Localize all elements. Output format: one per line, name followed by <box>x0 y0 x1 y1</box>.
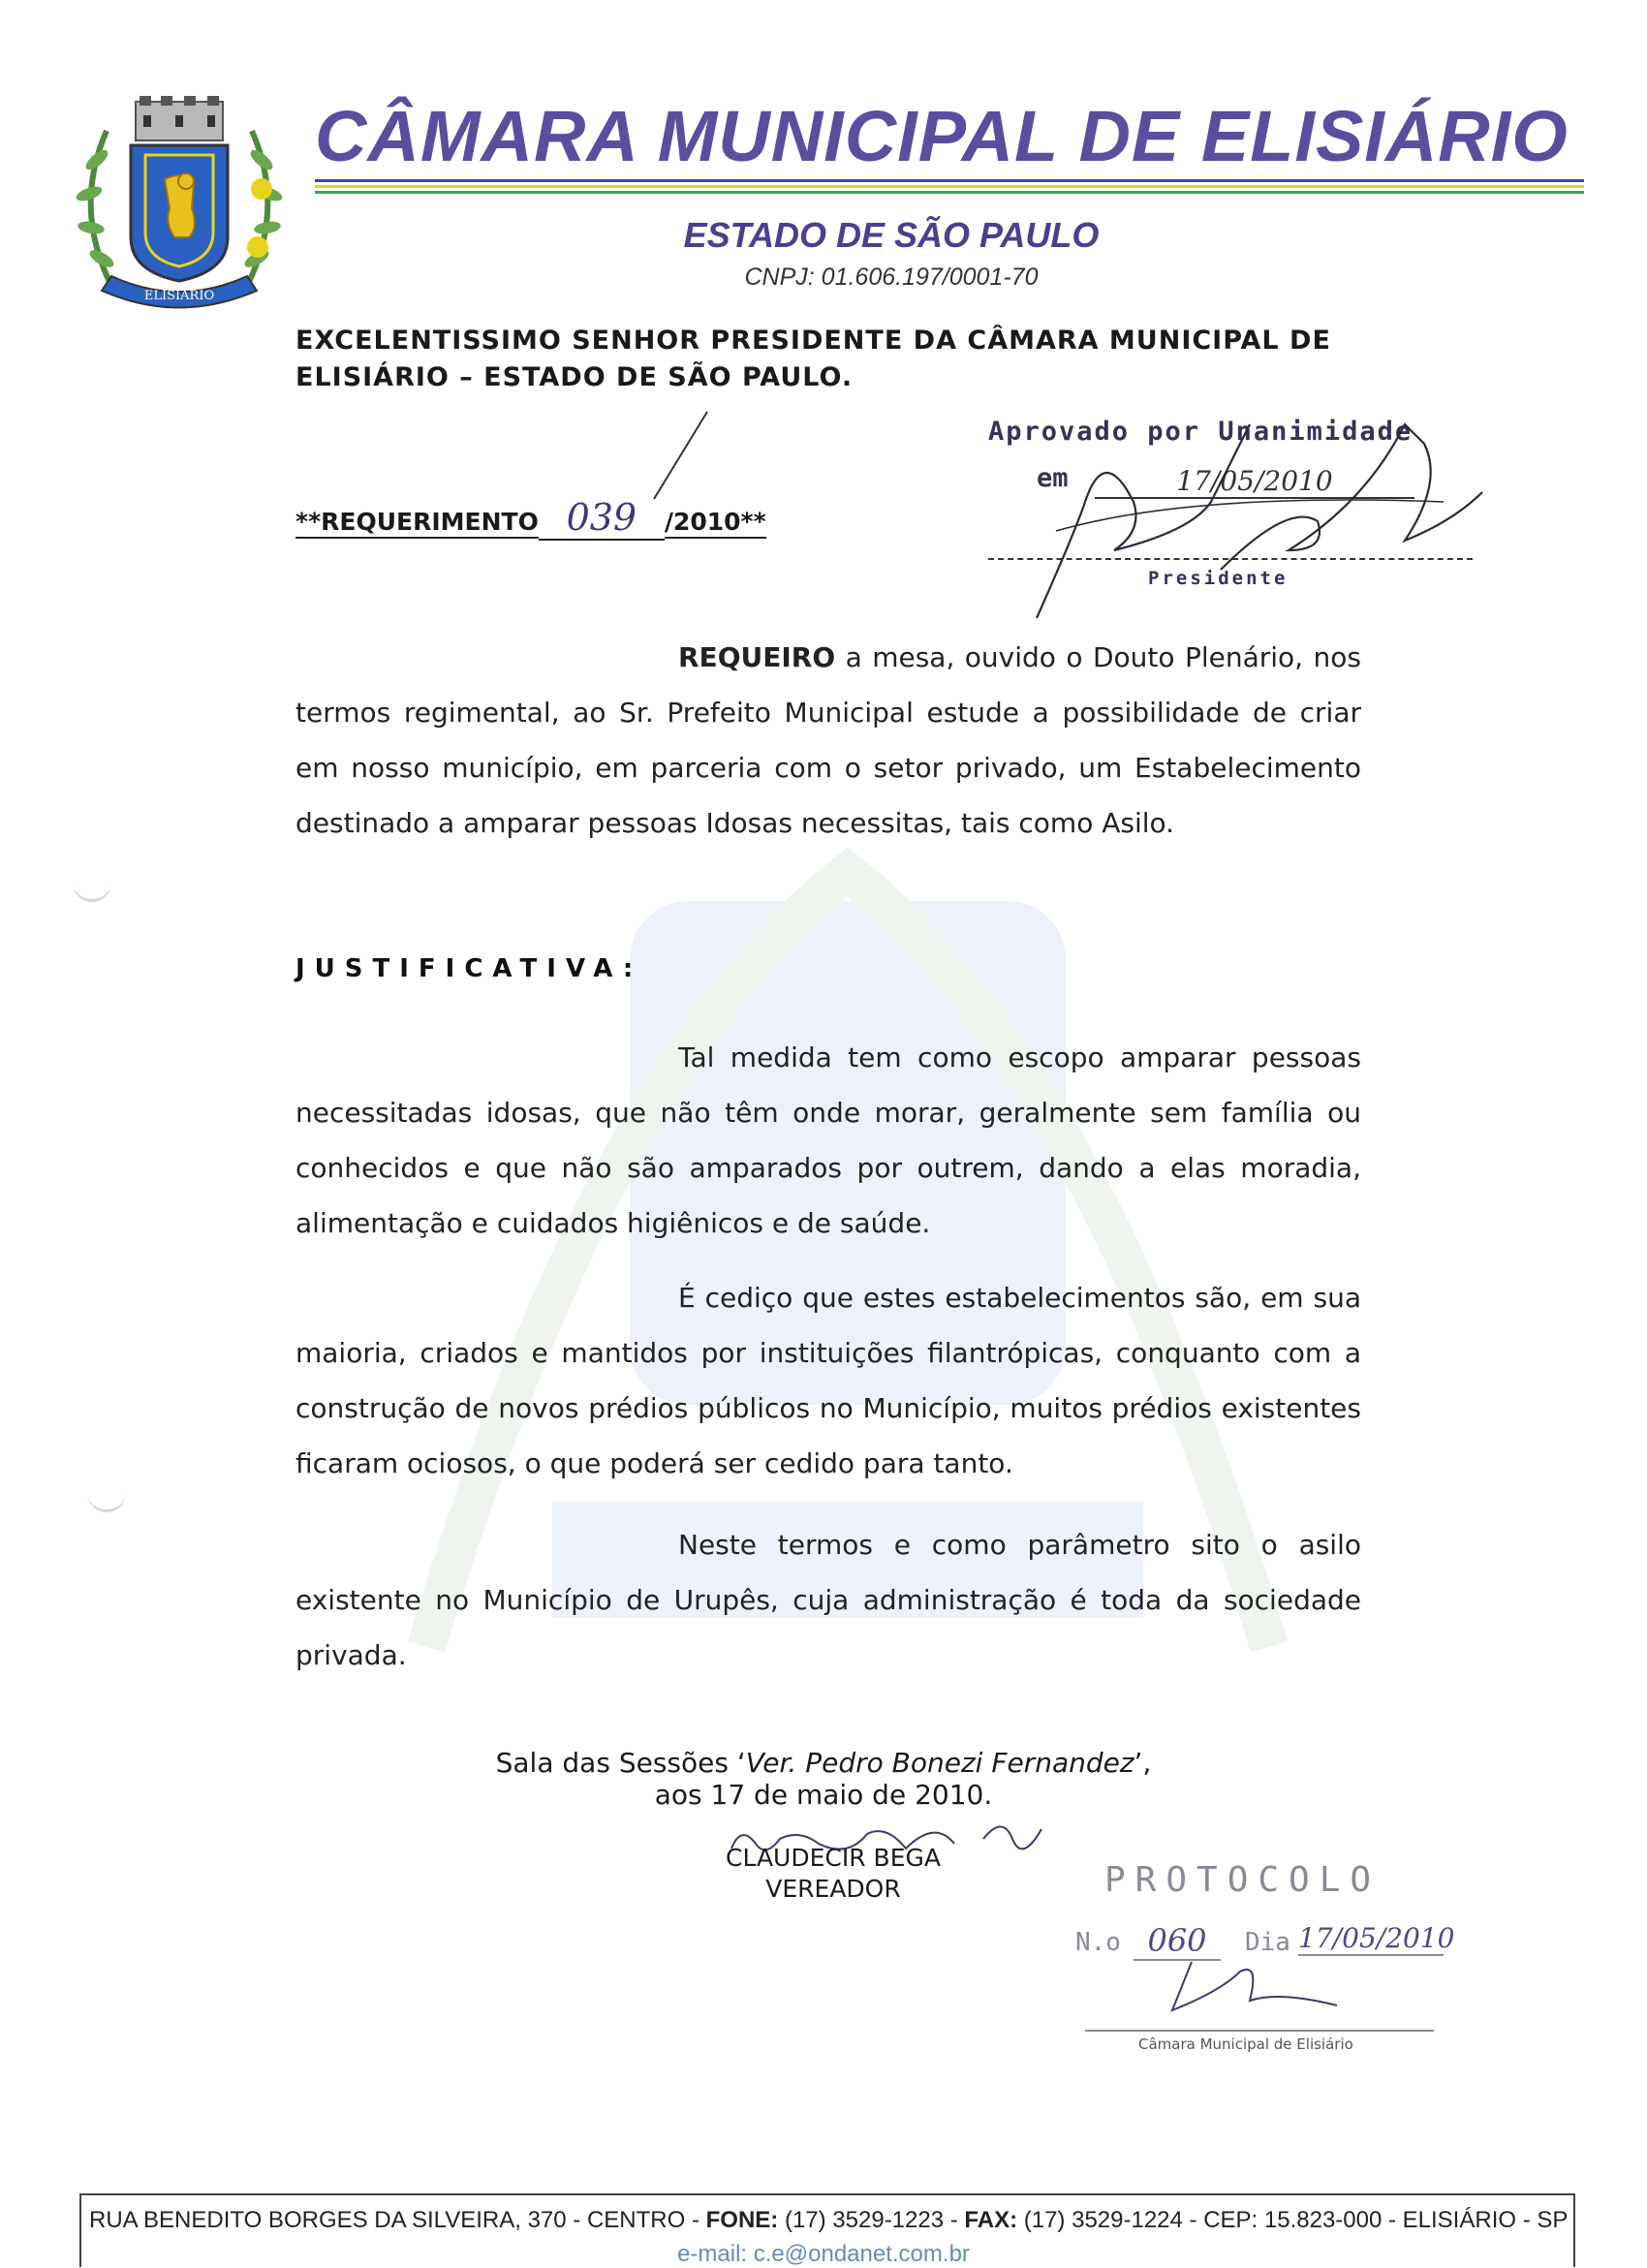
protocol-date-label: Dia <box>1245 1928 1290 1957</box>
protocol-issuer: Câmara Municipal de Elisiário <box>1138 2035 1353 2053</box>
approval-stamp-em: em <box>1037 463 1069 493</box>
header-rule-green <box>315 191 1584 194</box>
header-rule-yellow <box>315 185 1584 188</box>
request-paragraph <box>295 630 1361 851</box>
approval-stamp-text: Aprovado por Unanimidade <box>988 417 1414 447</box>
justification-paragraph-1: Tal medida tem como escopo amparar pessoas necessitadas idosas, que não têm onde morar, geralmente sem família ou conhecidos e que não são amparados por outrem, dando a elas moradia, alimentação e cuidados higiênicos e de saúde. <box>295 1041 1361 1239</box>
president-signature <box>998 386 1502 637</box>
protocol-number: 060 <box>1134 1922 1221 1961</box>
footer-fax-cep: (17) 3529-1224 - CEP: 15.823-000 - ELISIÁRIO - SP <box>1017 2207 1569 2233</box>
justification-paragraph-3: Neste termos e como parâmetro sito o asilo existente no Município de Urupês, cuja administração é toda da sociedade privada. <box>295 1529 1361 1671</box>
protocol-number-label: N.o <box>1075 1928 1121 1957</box>
request-text: a mesa, ouvido o Douto Plenário, nos termos regimental, ao Sr. Prefeito Municipal estude a possibilidade de criar em nosso município, em parceria com o setor privado, um Estabelecimento destinado a amparar pessoas Idosas necessitas, tais como Asilo. <box>295 641 1361 839</box>
requerimento-number: 039 <box>539 496 665 541</box>
punch-hole-mark <box>73 882 111 902</box>
approval-stamp-date: 17/05/2010 <box>1095 465 1414 499</box>
signer-role: VEREADOR <box>765 1875 901 1903</box>
protocol-title: PROTOCOLO <box>1104 1860 1382 1900</box>
punch-hole-mark <box>87 1492 126 1512</box>
justificativa-heading: JUSTIFICATIVA: <box>295 954 643 983</box>
request-lead: REQUEIRO <box>678 641 836 673</box>
footer-email: e-mail: c.e@ondanet.com.br <box>677 2241 970 2267</box>
requerimento-prefix: **REQUERIMENTO <box>295 508 539 539</box>
protocol-signature-line <box>1085 2030 1434 2032</box>
session-room-line: Sala das Sessões ‘Ver. Pedro Bonezi Fernandez’, <box>495 1747 1152 1779</box>
addressee-line-1: EXCELENTISSIMO SENHOR PRESIDENTE DA CÂMARA MUNICIPAL DE <box>295 326 1331 356</box>
state-subtitle: ESTADO DE SÃO PAULO <box>683 215 1100 255</box>
pen-tick-mark <box>639 407 717 504</box>
protocol-signature <box>1163 1952 1356 2030</box>
signer-name: CLAUDECIR BEGA <box>726 1844 941 1872</box>
footer-phone: (17) 3529-1223 - <box>778 2207 965 2233</box>
closing-date: aos 17 de maio de 2010. <box>654 1779 993 1811</box>
cnpj-line: CNPJ: 01.606.197/0001-70 <box>744 264 1039 291</box>
footer-address: RUA BENEDITO BORGES DA SILVEIRA, 370 - CENTRO - FONE: (17) 3529-1223 - FAX: (17) 3529-1224 - CEP: 15.823-000 - ELISIÁRIO - SP <box>89 2207 1569 2233</box>
addressee-line-2: ELISIÁRIO – ESTADO DE SÃO PAULO. <box>295 362 854 392</box>
protocol-stamp <box>1066 1860 1453 2093</box>
svg-text:ELISIÁRIO: ELISIÁRIO <box>143 289 215 303</box>
protocol-date: 17/05/2010 <box>1298 1922 1455 1954</box>
approval-stamp-role: Presidente <box>1148 568 1289 589</box>
footer-fax-label: FAX: <box>964 2207 1018 2233</box>
requerimento-suffix: /2010** <box>665 508 766 539</box>
header-rule-blue <box>315 179 1584 182</box>
document-title: CÂMARA MUNICIPAL DE ELISIÁRIO <box>315 96 1569 176</box>
justification-paragraph-2: É cediço que estes estabelecimentos são, em sua maioria, criados e mantidos por instituições filantrópicas, conquanto com a construção de novos prédios públicos no Município, muitos prédios existentes ficaram ociosos, o que poderá ser cedido para tanto. <box>295 1282 1361 1479</box>
session-room-name: Ver. Pedro Bonezi Fernandez <box>745 1747 1134 1779</box>
footer-phone-label: FONE: <box>705 2207 779 2233</box>
approval-stamp <box>979 405 1482 608</box>
